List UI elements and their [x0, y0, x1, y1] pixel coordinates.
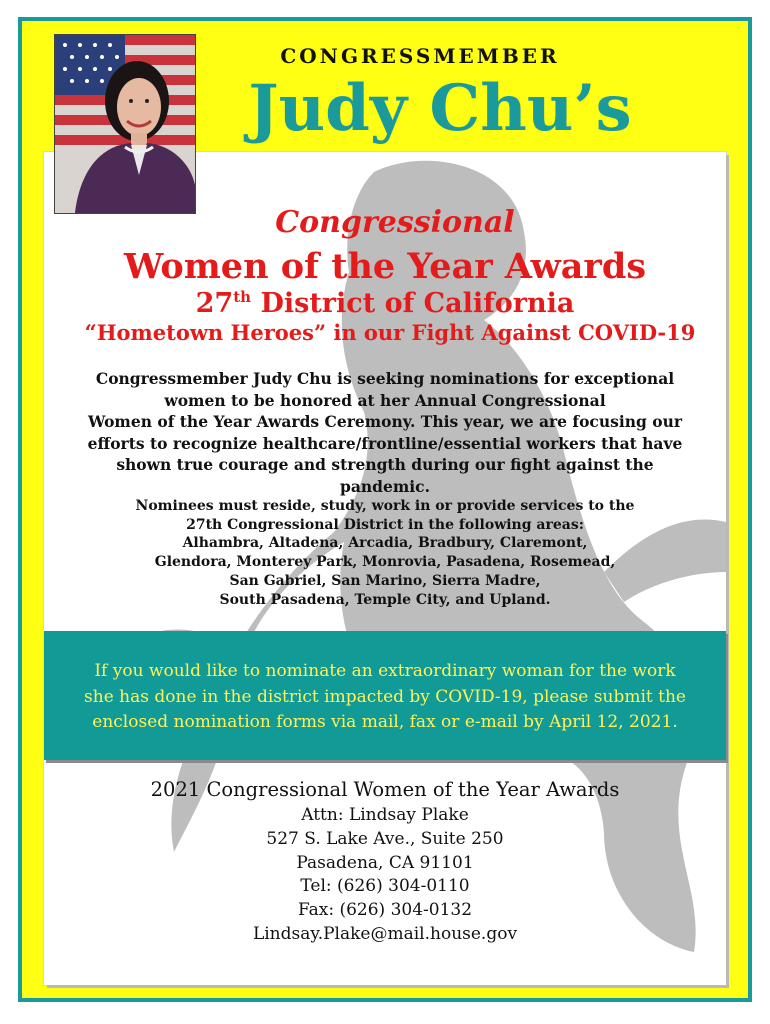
kicker-text: CONGRESSMEMBER	[280, 44, 560, 68]
headline: Judy Chu’s	[248, 71, 632, 146]
intro-line: women to be honored at her Annual Congressional	[164, 390, 606, 410]
subtitle-congressional: Congressional	[275, 205, 515, 240]
eligibility-paragraph	[120, 497, 650, 609]
district-line	[0, 288, 770, 319]
eligibility-line: Glendora, Monterey Park, Monrovia, Pasadena, Rosemead,	[154, 554, 616, 571]
address-line: Attn: Lindsay Plake	[301, 805, 469, 825]
eligibility-line: San Gabriel, San Marino, Sierra Madre,	[229, 572, 541, 589]
fax-number: Fax: (626) 304-0132	[297, 900, 473, 921]
eligibility-line: 27th Congressional District in the following areas:	[186, 516, 584, 533]
eligibility-line: Nominees must reside, study, work in or provide services to the	[135, 498, 635, 514]
mailing-address	[90, 776, 680, 947]
portrait-photo	[54, 34, 196, 214]
phone-number: Tel: (626) 304-0110	[300, 876, 470, 897]
eligibility-line: Alhambra, Altadena, Arcadia, Bradbury, Claremont,	[182, 535, 588, 552]
callout-line: If you would like to nominate an extraordinary woman for the work	[94, 661, 676, 681]
address-title: 2021 Congressional Women of the Year Awards	[150, 778, 620, 801]
callout-line: enclosed nomination forms via mail, fax or e-mail by April 12, 2021.	[92, 712, 678, 732]
district-suffix: th	[233, 288, 252, 306]
award-title: Women of the Year Awards	[123, 246, 647, 287]
callout-text	[74, 659, 696, 736]
callout-line: she has done in the district impacted by COVID-19, please submit the	[84, 686, 686, 707]
address-line: 527 S. Lake Ave., Suite 250	[266, 828, 504, 849]
portrait-image	[55, 35, 195, 213]
intro-line: shown true courage and strength during our fight against the pandemic.	[116, 455, 654, 496]
address-line: Pasadena, CA 91101	[296, 852, 474, 873]
email-address[interactable]: Lindsay.Plake@mail.house.gov	[252, 923, 518, 944]
intro-line: Congressmember Judy Chu is seeking nominations for exceptional	[95, 369, 675, 388]
district-text: District of California	[260, 288, 575, 319]
district-number: 27	[195, 288, 234, 319]
intro-line: Women of the Year Awards Ceremony. This year, we are focusing our	[87, 412, 683, 431]
intro-line: efforts to recognize healthcare/frontline/essential workers that have	[87, 433, 683, 453]
callout-banner	[44, 631, 726, 760]
eligibility-line: South Pasadena, Temple City, and Upland.	[219, 591, 551, 608]
theme-line: “Hometown Heroes” in our Fight Against COVID-19	[84, 320, 696, 345]
intro-paragraph	[80, 368, 690, 497]
